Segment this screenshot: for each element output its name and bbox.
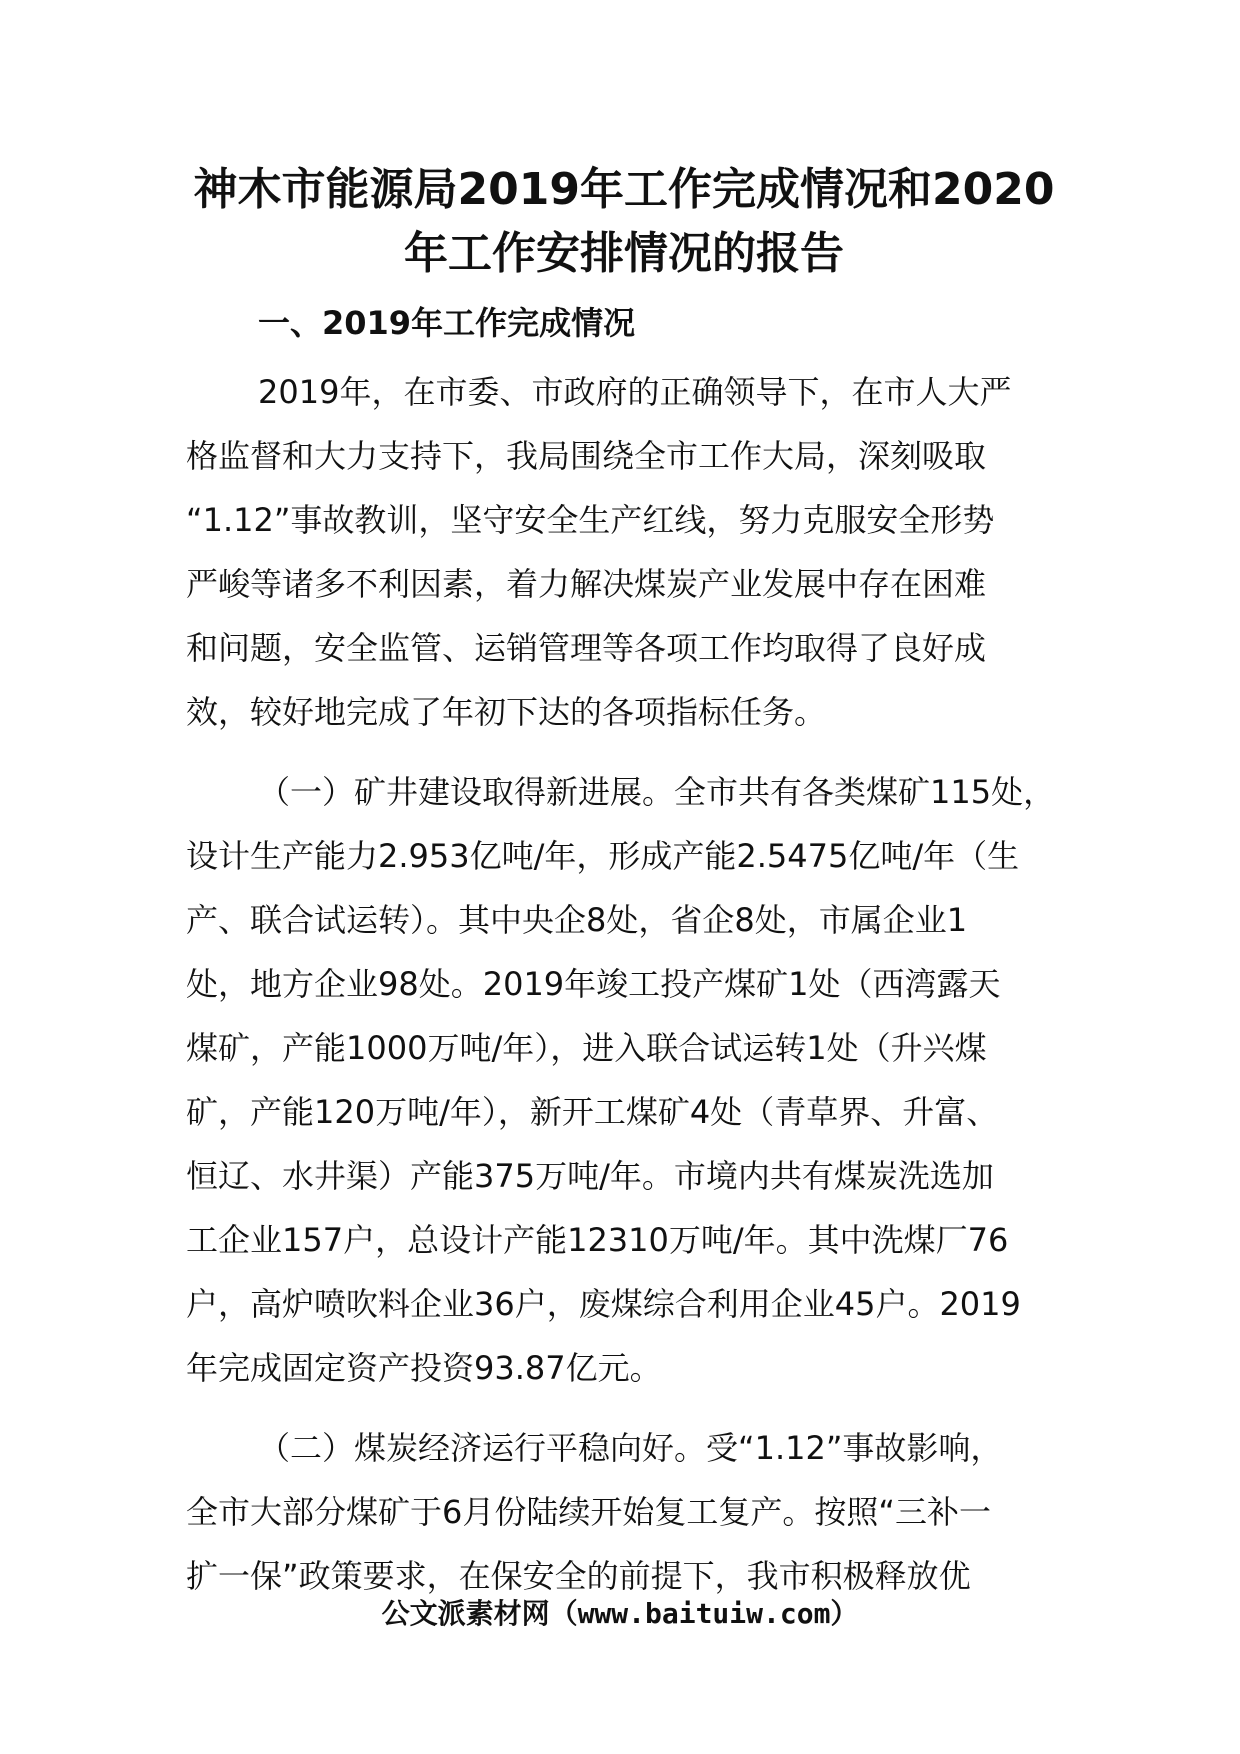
footer-watermark: 公文派素材网（www.baituiw.com） [381,1597,859,1630]
text-line: 严峻等诸多不利因素，着力解决煤炭产业发展中存在困难 [186,565,987,603]
text-line: 工企业157户，总设计产能12310万吨/年。其中洗煤厂76 [186,1221,1009,1259]
text-line: 煤矿，产能1000万吨/年），进入联合试运转1处（升兴煤 [186,1029,987,1067]
text-line: 产、联合试运转）。其中央企8处，省企8处，市属企业1 [186,901,968,939]
text-line: “1.12”事故教训，坚守安全生产红线，努力克服安全形势 [186,501,995,539]
document-title [178,158,1070,286]
text-line: 设计生产能力2.953亿吨/年，形成产能2.5475亿吨/年（生 [186,837,1020,875]
text-line: 全市大部分煤矿于6月份陆续开始复工复产。按照“三补一 [186,1493,991,1531]
text-line: 户，高炉喷吹料企业36户，废煤综合利用企业45户。2019 [186,1285,1021,1323]
text-line: 处，地方企业98处。2019年竣工投产煤矿1处（西湾露天 [186,965,1001,1003]
text-line: （一）矿井建设取得新进展。全市共有各类煤矿115处， [258,773,1056,811]
text-line: 扩一保”政策要求，在保安全的前提下，我市积极释放优 [186,1557,971,1595]
text-line: 2019年，在市委、市政府的正确领导下，在市人大严 [258,373,1012,411]
text-line: 和问题，安全监管、运销管理等各项工作均取得了良好成 [186,629,987,667]
text-line: 恒辽、水井渠）产能375万吨/年。市境内共有煤炭洗选加 [186,1157,994,1195]
text-line: 年完成固定资产投资93.87亿元。 [186,1349,662,1387]
document-body [186,360,1086,1608]
text-line: 效，较好地完成了年初下达的各项指标任务。 [186,693,827,731]
text-line: （二）煤炭经济运行平稳向好。受“1.12”事故影响， [258,1429,1003,1467]
title-line-2: 年工作安排情况的报告 [404,228,844,279]
text-line: 矿，产能120万吨/年），新开工煤矿4处（青草界、升富、 [186,1093,999,1131]
text-line: 格监督和大力支持下，我局围绕全市工作大局，深刻吸取 [186,437,987,475]
section-heading: 一、2019年工作完成情况 [258,304,636,342]
title-line-1: 神木市能源局2019年工作完成情况和2020 [193,164,1055,215]
